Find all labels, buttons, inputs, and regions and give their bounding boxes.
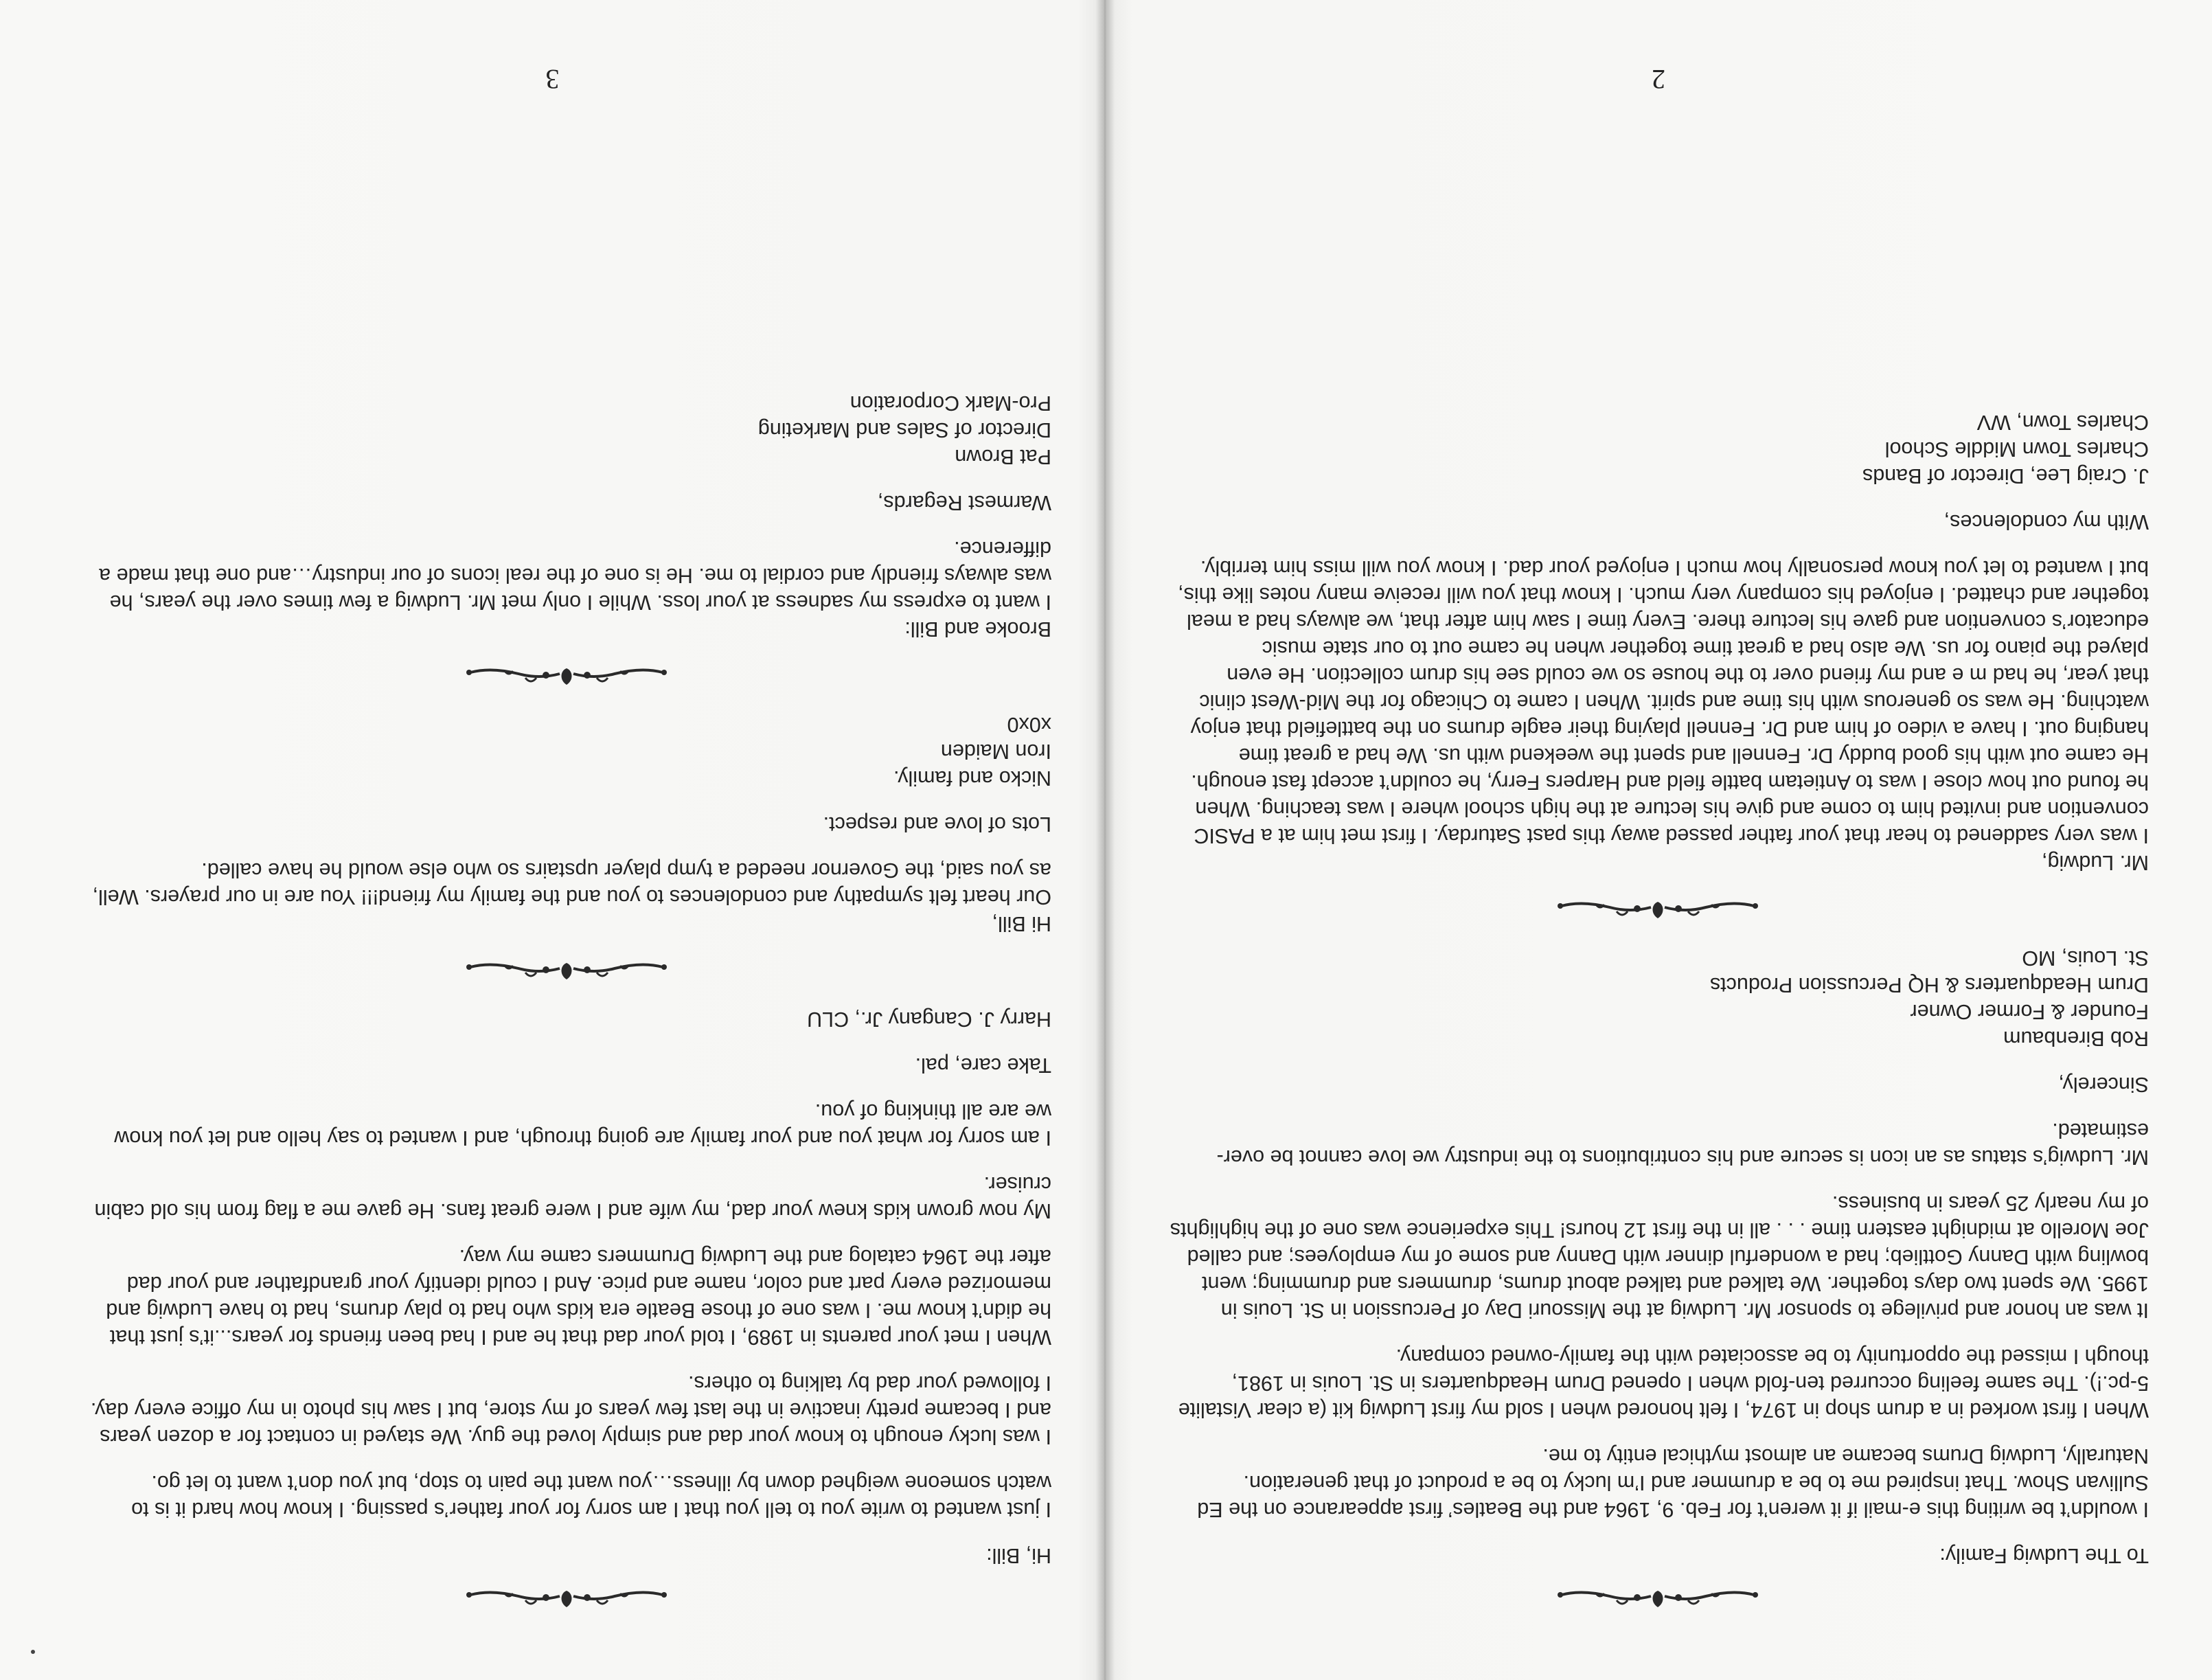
signature-line: Nicko and family. [893, 767, 1051, 790]
letter-paragraph: It was an honor and privilege to sponsor Mr. Ludwig at the Missouri Day of Percussion in St. Louis in 1995. We spent two days together. We talked and talked about drums, drummers and drumming; went bowling with Danny Gottlieb; had a wonderful dinner with Danny and some of my employees; and called Joe Morello at midnight eastern time . . . all in the first 12 hours! This experience was one of the highlights of my nearly 25 years in business. [1170, 1192, 2149, 1322]
page-3 [0, 0, 1105, 1680]
letter-closing: Take care, pal. [915, 1054, 1051, 1077]
signature-block [1167, 944, 2149, 1052]
signature-block [82, 1006, 1051, 1032]
letter-salutation: Mr. Ludwig, [2042, 851, 2149, 874]
letter-salutation: Brooke and Bill: [904, 617, 1051, 641]
scroll-ornament [1555, 895, 1761, 925]
signature-block [1167, 409, 2149, 489]
signature-line: Pro-Mark Corporation [850, 391, 1051, 415]
letter-closing: With my condolences, [1943, 510, 2149, 534]
letter-paragraph: Lots of love and respect. [823, 813, 1051, 836]
signature-line: Rob Birenbaum [2003, 1027, 2149, 1050]
letter-salutation: Hi, Bill: [986, 1544, 1051, 1567]
signature-line: Pat Brown [955, 445, 1051, 468]
scroll-ornament [464, 661, 670, 692]
signature-block [82, 711, 1051, 791]
signature-line: Director of Sales and Marketing [757, 418, 1051, 442]
letter-paragraph: My now grown kids knew your dad, my wife and I were great fans. He gave me a flag from his old cabin cruiser. [94, 1172, 1051, 1223]
signature-line: Founder & Former Owner [1910, 1000, 2149, 1023]
letter-paragraph: I want to express my sadness at your loss. While I only met Mr. Ludwig a few times over the years, he was always friendly and cordial to me. He is one of the real icons of our industry…and one that made a difference. [99, 537, 1051, 614]
letter-greeting: To The Ludwig Family: [1939, 1544, 2149, 1567]
letter-closing: Sincerely, [2058, 1073, 2149, 1096]
page-number: 2 [1652, 64, 1665, 95]
letter-salutation: Hi Bill, [992, 912, 1051, 935]
letter-paragraph: When I first worked in a drum shop in 1974, I felt honored when I sold my first Ludwig kit (a clear Vistalite 5-pc.!). The same feeling occurred ten-fold when I opened Drum Headquarters in St. Louis in 1981, though I missed the opportunity to be associated with the family-owned company. [1178, 1345, 2149, 1422]
scroll-ornament [464, 956, 670, 986]
signature-line: Drum Headquarters & HQ Percussion Products [1709, 973, 2149, 997]
binding-gutter [1095, 0, 1115, 1680]
signature-line: x0x0 [1007, 713, 1051, 736]
letter-paragraph: I was lucky enough to know your dad and simply loved the guy. We stayed in contact for a dozen years and I became pretty inactive in the last few years of my store, but I saw his photo in my office every day. I followed your dad by talking to others. [90, 1372, 1051, 1449]
signature-line: J. Craig Lee, Director of Bands [1862, 464, 2149, 488]
signature-line: Charles Town, WV [1976, 411, 2149, 434]
signature-line: St. Louis, MO [2022, 946, 2149, 970]
letter-paragraph: I was very saddened to hear that your father passed away this past Saturday. I first met him at a PASIC convention and invited him to come and give his lecture at the high school where I was teaching. When he found out how close I was to Antietam battle field and Harpers Ferry, he couldn’t accept fast enough. He came out with his good buddy Dr. Fennell and spent the weekend with us. We had a great time hanging out. I have a video of him and Dr. Fennell playing their eagle drums on the battlefield that enjoy watching. He was so generous with his time and spirit. When I came to Chicago for the Mid-West clinic that year, he had m e and my friend over to the house so we could see his drum collection. He even played the piano for us. We also had a great time together when he came out to our state music educator’s convention and gave his lecture there. Every time I saw him after that, we always had a meal together and chatted. I enjoyed his company very much. I know that you will receive many notes like this, but I wanted to let you know personally how much I enjoyed your dad. I know you will miss him terribly. [1178, 556, 2149, 848]
letter-paragraph: When I met your parents in 1989, I told your dad that he and I had been friends for years...it’s just that he didn’t know me. I was one of those Beatle era kids who had to play drums, had to have Ludwig and memorized every part and color, name and price. And I could identify your grandfather and your dad after the 1964 catalog and the Ludwig Drummers came my way. [106, 1245, 1051, 1349]
scan-speck [31, 1650, 35, 1654]
signature-block [82, 389, 1051, 470]
scroll-ornament [464, 1584, 670, 1614]
signature-line: Iron Maiden [940, 740, 1051, 763]
letter-paragraph: Our heart felt sympathy and condolences to you and the family my friend!!! You are in our prayers. Well, as you said, the Governor needed a tymp player upstairs so who else would he have called. [92, 859, 1051, 909]
letter-closing: Warmest Regards, [877, 491, 1051, 514]
letter-paragraph: I am sorry for what you and your family are going through, and I wanted to say hello and let you know we are all thinking of you. [114, 1100, 1051, 1150]
signature-line: Harry J. Cangany Jr., CLU [807, 1008, 1051, 1031]
letter-paragraph: Mr. Ludwig’s status as an icon is secure and his contributions to the industry we love cannot be over-estimated. [1216, 1119, 2149, 1169]
letter-paragraph: I just wanted to write you to tell you that I am sorry for your father’s passing. I know how hard it is to watch someone weighed down by illness…you want the pain to stop, but you don’t want to let go. [131, 1471, 1051, 1521]
page-2 [1105, 0, 2212, 1680]
page-number: 3 [545, 64, 560, 95]
scroll-ornament [1555, 1584, 1761, 1614]
signature-line: Charles Town Middle School [1884, 438, 2149, 461]
letter-paragraph: I wouldn’t be writing this e-mail if it weren’t for Feb. 9, 1964 and the Beatles’ first appearance on the Ed Sullivan Show. That inspired me to be a drummer and I’m lucky to be a product of that generation. Naturally, Ludwig Drums became an almost mythical entity to me. [1197, 1444, 2149, 1521]
